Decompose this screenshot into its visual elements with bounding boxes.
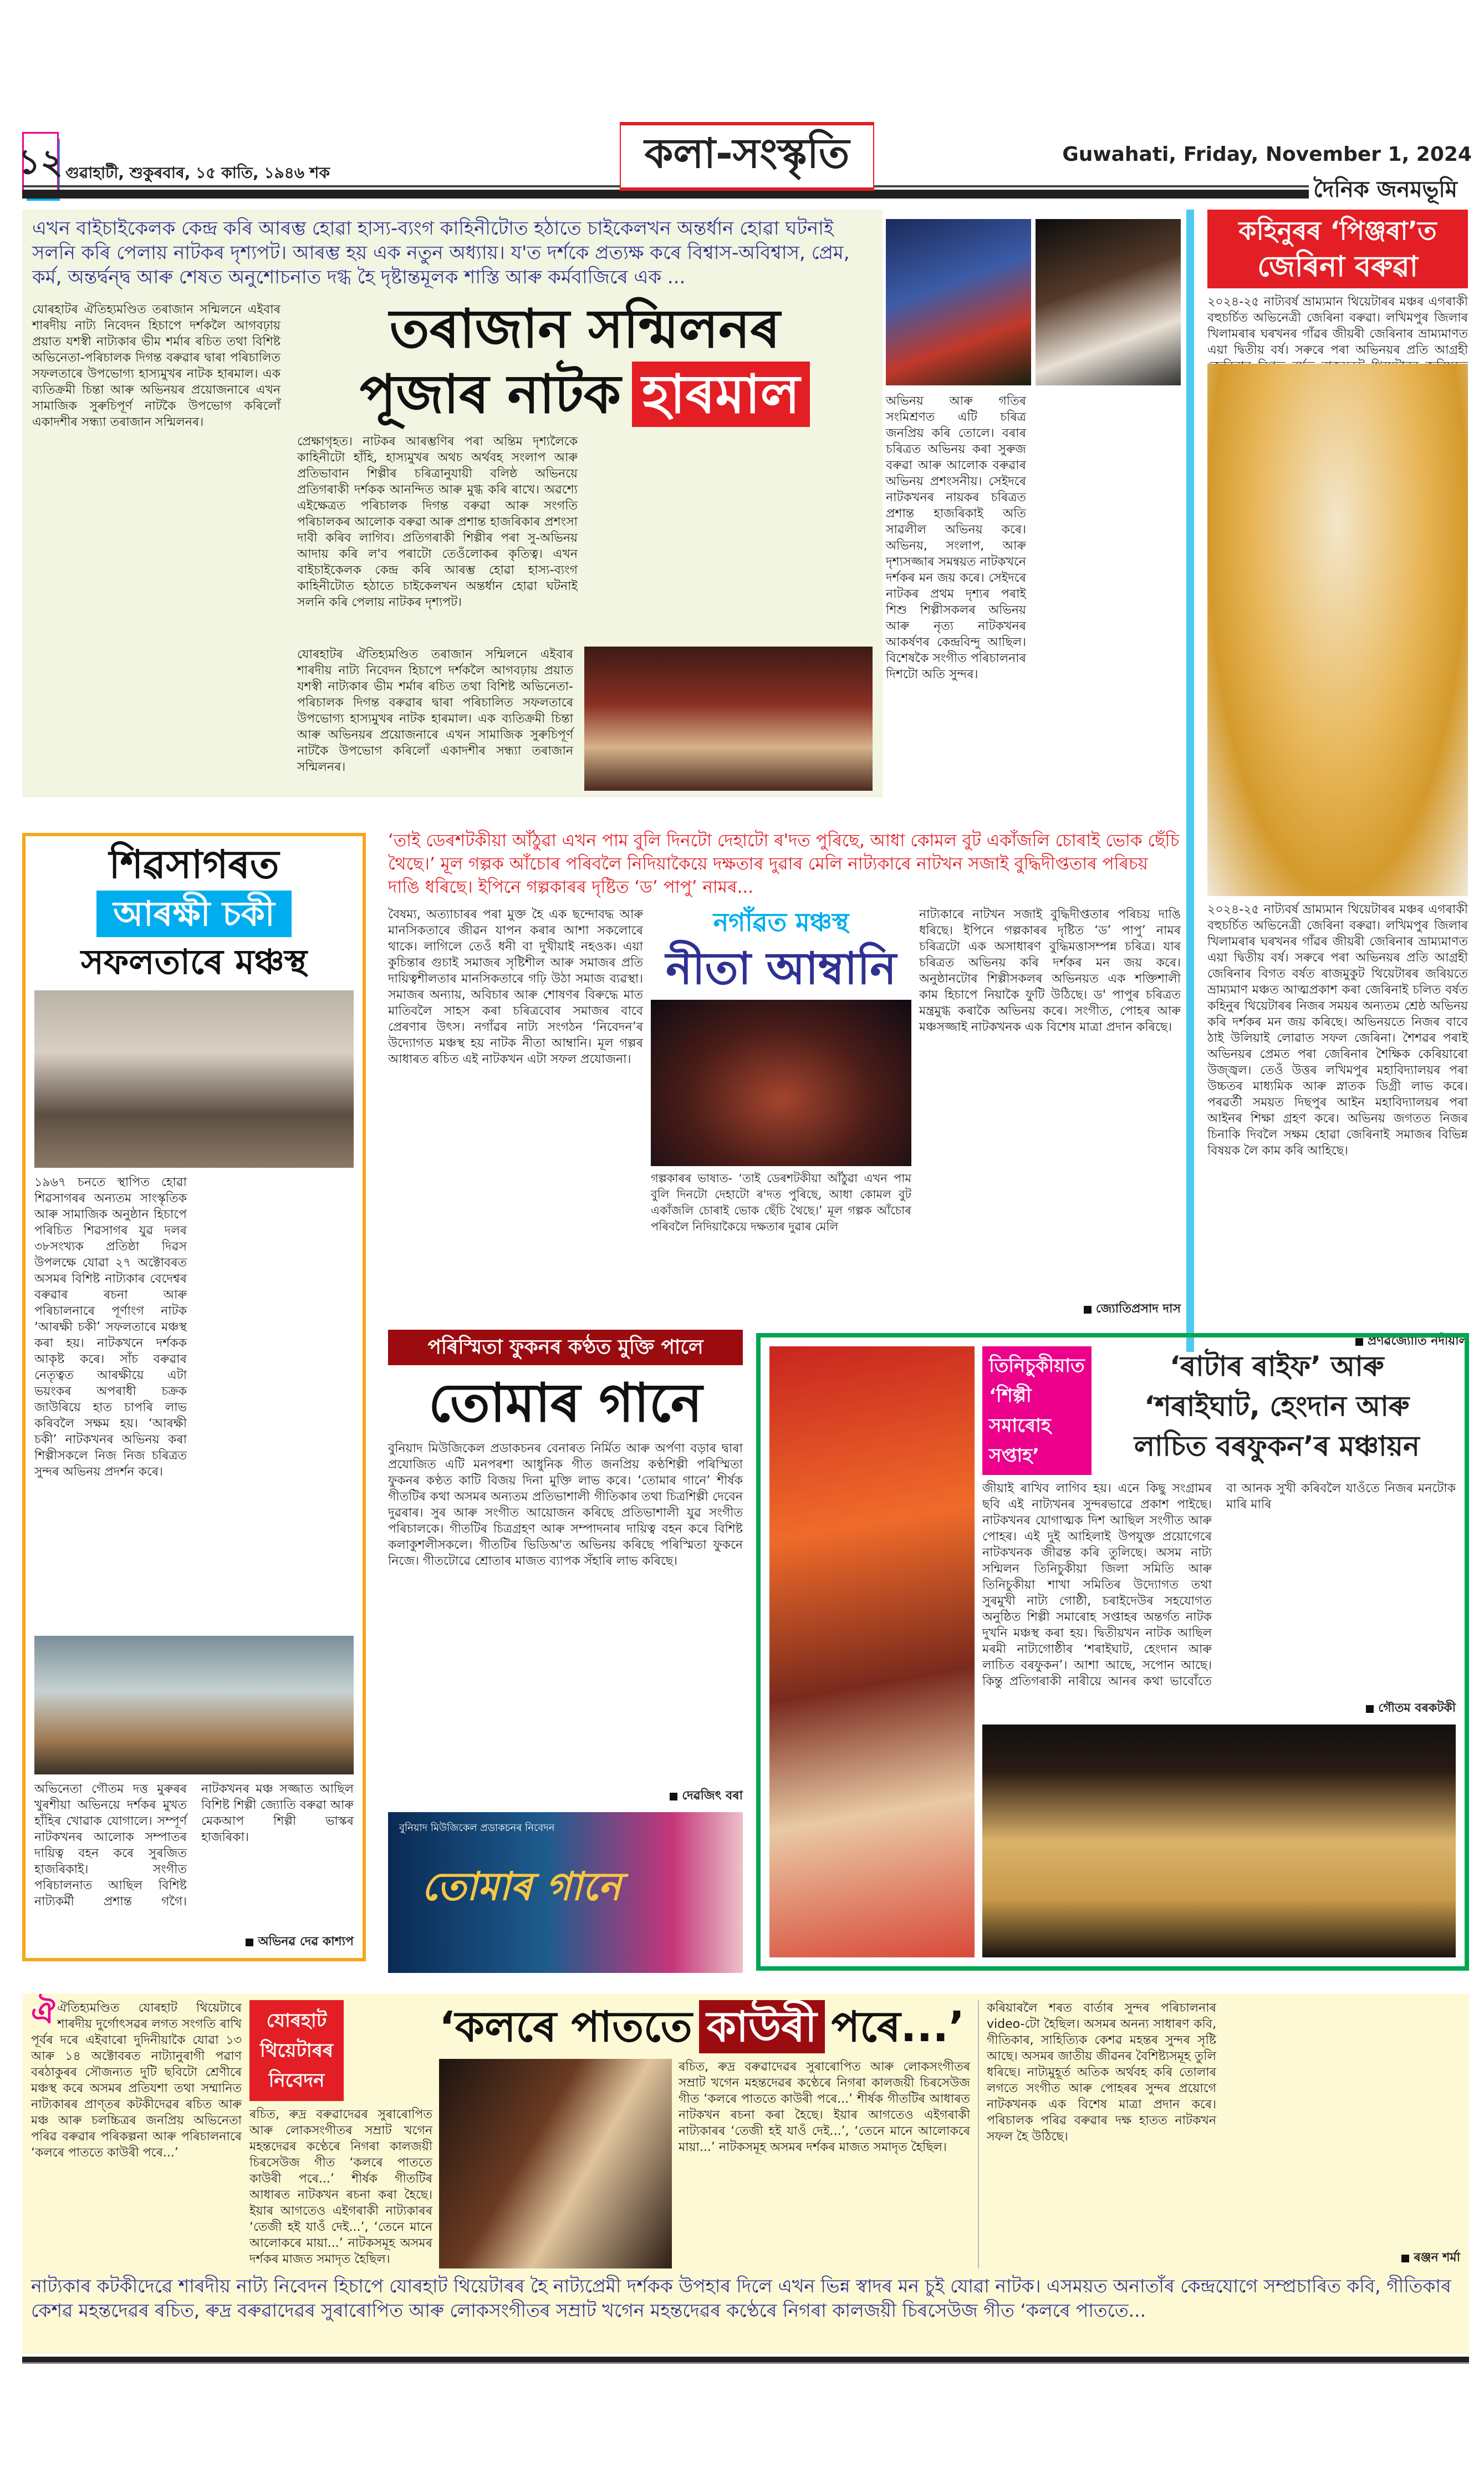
kolore-byline-text: ৰঞ্জন শৰ্মা bbox=[1414, 2251, 1460, 2265]
kolore-photo bbox=[439, 2059, 672, 2268]
sivasagar-byline-text: অভিনৱ দেৱ কাশ্যপ bbox=[258, 1935, 354, 1949]
sivasagar-byline bbox=[34, 1932, 354, 1952]
nita-byline-text: জ্যোতিপ্ৰসাদ দাস bbox=[1095, 1302, 1181, 1316]
sivasagar-photo-scene bbox=[34, 1636, 354, 1774]
kolore-column-divider bbox=[978, 2000, 979, 2268]
jerina-photo bbox=[1207, 364, 1468, 896]
harmal-body-mid: প্ৰেক্ষাগৃহত। নাটকৰ আৰম্ভণিৰ পৰা অন্তিম দৃশ্যলৈকে কাহিনীটো হাঁহি, হাস্যমুখৰ অথচ অৰ্থবহ সংলাপ আৰু প্ৰতিভাবান শিল্পীৰ চৰিত্ৰানুযায়ী বলিষ্ঠ অভিনয়ে প্ৰতিগৰাকী দৰ্শকক আনন্দিত আৰু মুগ্ধ কৰি ৰাখে। অৱশ্যে এইক্ষেত্ৰত পৰিচালক দিগন্ত বৰুৱা আৰু সংগতি পৰিচালকৰ আলোক বৰুৱা আৰু প্ৰশান্ত হাজৰিকাৰ প্ৰশংসা দাবী কৰিব লাগিব। প্ৰতিগৰাকী শিল্পীৰ পৰা সু-অভিনয় আদায় কৰি ল'ব পৰাটো তেওঁলোকৰ কৃতিত্ব। এখন বাইচাইকেলক কেন্দ্ৰ কৰি আৰম্ভ হোৱা হাস্য-ব্যংগ কাহিনীটোত হঠাতে চাইকেলখন অন্তৰ্ধান হোৱা ঘটনাই সলনি কৰি পেলায় নাটকৰ দৃশ্যপট। bbox=[297, 435, 578, 609]
tag-line-2: ‘শিল্পী bbox=[989, 1385, 1032, 1407]
tag-line-4: সপ্তাহ’ bbox=[989, 1444, 1040, 1467]
nita-body-right: নাট্যকাৰে নাটখন সজাই বুদ্ধিদীপ্ততাৰ পৰিচয় দাঙি ধৰিছে। ইপিনে গল্পকাৰৰ দৃষ্টিত ‘ড’ পাপু’ নামৰ চৰিত্ৰটো এক অসাধাৰণ বুদ্ধিমত্তাসম্পন্ন চৰিত্ৰ। যাৰ চৰিত্ৰত অভিনয় কৰি দৰ্শকৰ মন জয় কৰে। অনুষ্ঠানটোৰ শিল্পীসকলৰ অভিনয়ত এক শক্তিশালী কাম হিচাপে নিয়াকৈ ফুটি উঠিছে। ড' পাপুৰ চৰিত্ৰত মন্ত্ৰমুগ্ধ কৰাকৈ অভিনয় কৰে। সংগীত, পোহৰ আৰু মঞ্চসজ্জাই নাটকখনক এক বিশেষ মাত্ৰা প্ৰদান কৰিছে। bbox=[919, 908, 1181, 1034]
section-title-box bbox=[620, 122, 874, 191]
harmal-intro: এখন বাইচাইকেলক কেন্দ্ৰ কৰি আৰম্ভ হোৱা হাস্য-ব্যংগ কাহিনীটোত হঠাতে চাইকেলখন অন্তৰ্ধান হোৱা ঘটনাই সলনি কৰি পেলায় নাটকৰ দৃশ্যপট। আৰম্ভ হয় এক নতুন অধ্যায়। য'ত দৰ্শকে প্ৰত্যক্ষ কৰে বিশ্বাস-অবিশ্বাস, প্ৰেম, কৰ্ম, অন্তৰ্দ্বন্দ্ব আৰু শেষত অনুশোচনাত দগ্ধ হৈ দৃষ্টান্তমূলক শাস্তি আৰু কৰ্মবাজিৰে এক ... bbox=[32, 217, 850, 288]
rater-raif-byline-text: গৌতম বৰকটকী bbox=[1378, 1701, 1456, 1715]
kolore-tag: যোৰহাট থিয়েটাৰৰ নিবেদন bbox=[249, 2000, 344, 2101]
column-divider-cyan bbox=[1186, 210, 1194, 1352]
nita-quote: ‘তাই ডেৰশটকীয়া আঁঠুৱা এখন পাম বুলি দিনটো দেহাটো ৰ'দত পুৰিছে, আধা কোমল বুট একাঁজলি চোৰাই ভোক ছেঁচি থৈছে।’ মূল গল্পক আঁচোৰ পৰিবলৈ নিদিয়াকৈয়ে দক্ষতাৰ দুৱাৰ মেলি নাট্যকাৰে নাটখন সজাই বুদ্ধিদীপ্ততাৰ পৰিচয় দাঙি ধৰিছে। ইপিনে গল্পকাৰৰ দৃষ্টিত ‘ড’ পাপু’ নামৰ... bbox=[388, 831, 1180, 897]
kolore-headline bbox=[439, 2000, 970, 2053]
sivasagar-headline bbox=[34, 842, 354, 984]
tag-line-3: সমাৰোহ bbox=[989, 1415, 1051, 1437]
poster-label: বুনিয়াদ মিউজিকেল প্ৰডাকচনৰ নিবেদন bbox=[399, 1822, 555, 1834]
section-title: কলা-সংস্কৃতি bbox=[644, 129, 850, 177]
dropcap: ঐ bbox=[31, 1995, 55, 2030]
tomar-gane-byline-text: দেৱজিৎ বৰা bbox=[682, 1789, 743, 1803]
rater-raif-tag bbox=[982, 1346, 1092, 1475]
tomar-gane-body: বুনিয়াদ মিউজিকেল প্ৰডাকচনৰ বেনাৰত নিৰ্মিত আৰু অৰ্পণা বড়াৰ দ্বাৰা প্ৰযোজিত এটি মনপৰশা আধুনিক গীত জনপ্ৰিয় কণ্ঠশিল্পী পৰিস্মিতা ফুকনৰ কণ্ঠত কাটি বিজয় দিনা মুক্তি লাভ কৰে। ‘তোমাৰ গানে’ শীৰ্ষক গীতটিৰ কথা অসমৰ অন্যতম প্ৰতিভাশালী গীতিকাৰ তথা চিত্ৰশিল্পী দেবেন দুৱৰাৰ। সুৰ আৰু সংগীত আয়োজন কৰিছে প্ৰতিভাশালী যুৱ সংগীত পৰিচালকে। গীতটিৰ চিত্ৰগ্ৰহণ আৰু সম্পাদনাৰ দায়িত্ব বহন কৰে বিশিষ্ট কলাকুশলীসকলে। গীতটিৰ ভিডিঅ'ত অভিনয় কৰিছে পৰিস্মিতা ফুকনে নিজে। গীতটোৱে শ্ৰোতাৰ মাজত ব্যাপক সঁহাৰি লাভ কৰিছে। bbox=[388, 1442, 743, 1568]
nita-kicker: নগাঁৱত মঞ্চস্থ bbox=[713, 907, 849, 937]
kolore-footer-blurb: নাট্যকাৰ কটকীদেৱে শাৰদীয় নাট্য নিবেদন হিচাপে যোৰহাট থিয়েটাৰৰ হৈ নাট্যপ্ৰেমী দৰ্শকক উপহাৰ দিলে এখন ভিন্ন স্বাদৰ মন চুই যোৱা নাটক। এসময়ত অনাতাঁৰ কেন্দ্ৰযোগে সম্প্ৰচাৰিত কবি, গীতিকাৰ কেশৱ মহন্তদেৱৰ ৰচিত, ৰুদ্ৰ বৰুৱাদেৱৰ সুৰাৰোপিত আৰু লোকসংগীতৰ সম্ৰাট খগেন মহন্তদেৱৰ কণ্ঠেৰে নিগৰা কালজয়ী চিৰসেউজ গীত ‘কলৰে পাততে... bbox=[31, 2275, 1451, 2321]
jerina-headline-line1: কহিনুৰৰ ‘পিঞ্জৰা’ত bbox=[1238, 216, 1437, 246]
poster-title: তোমাৰ গানে bbox=[421, 1864, 621, 1909]
masthead bbox=[0, 0, 1484, 205]
harmal-article bbox=[22, 210, 883, 797]
tomar-gane-byline bbox=[388, 1786, 743, 1807]
tomar-gane-poster bbox=[388, 1812, 743, 1973]
rule-thick bbox=[22, 190, 1325, 199]
harmal-photo-top-left bbox=[886, 219, 1031, 385]
jerina-headline-box bbox=[1207, 210, 1468, 288]
harmal-right-column bbox=[886, 219, 1181, 796]
harmal-headline-line2: পূজাৰ নাটক bbox=[360, 363, 621, 425]
rater-raif-headline bbox=[1098, 1346, 1456, 1466]
byline-marker-icon bbox=[670, 1793, 677, 1800]
sivasagar-headline-line1: শিৱসাগৰত bbox=[109, 842, 279, 887]
footer-rule bbox=[22, 2357, 1469, 2364]
harmal-body-lower: যোৰহাটৰ ঐতিহ্যমণ্ডিত তৰাজান সন্মিলনে এইবাৰ শাৰদীয় নাট্য নিবেদন হিচাপে দৰ্শকলৈ আগবঢ়ায় প্ৰয়াত যশস্বী নাট্যকাৰ ভীম শৰ্মাৰ ৰচিত তথা বিশিষ্ট অভিনেতা-পৰিচালক দিগন্ত বৰুৱাৰ দ্বাৰা পৰিচালিত সফলতাৰে উপভোগ্য হাস্যমুখৰ নাটক হাৰমাল। এক ব্যতিক্ৰমী চিন্তা আৰু অভিনয়ৰ প্ৰয়োজনাৰে এখন সামাজিক সুৰুচিপূৰ্ণ নাটকৈ উপভোগ কৰিলোঁ একাদশীৰ সন্ধ্যা তৰাজান সন্মিলনৰ। bbox=[297, 648, 573, 774]
nita-stage-photo bbox=[651, 1000, 911, 1166]
harmal-photo-top-right bbox=[1036, 219, 1181, 385]
rater-raif-headline-line1: ‘ৰাটাৰ ৰাইফ’ আৰু bbox=[1170, 1350, 1384, 1382]
kolore-headline-highlight: কাউৰী bbox=[699, 2000, 825, 2053]
paper-name: দৈনিক জনমভূমি bbox=[1309, 172, 1462, 209]
jerina-article bbox=[1207, 210, 1468, 1352]
kolore-paatote-article bbox=[22, 1993, 1469, 2354]
harmal-headline bbox=[297, 296, 873, 427]
tomar-gane-headline: তোমাৰ গানে bbox=[428, 1372, 703, 1434]
tomar-gane-kicker: পৰিস্মিতা ফুকনৰ কণ্ঠত মুক্তি পালে bbox=[388, 1330, 743, 1365]
rater-raif-headline-line2: ‘শৰাইঘাট, হেংদান আৰু bbox=[1144, 1390, 1410, 1422]
kolore-body-mid: ৰচিত, ৰুদ্ৰ বৰুৱাদেৱৰ সুৰাৰোপিত আৰু লোকসংগীতৰ সম্ৰাট খগেন মহন্তদেৱৰ কণ্ঠেৰে নিগৰা কালজয়ী চিৰসেউজ গীত ‘কলৰে পাততে কাউৰী পৰে...’ শীৰ্ষক গীতটিৰ আধাৰত নাটকখন ৰচনা কৰা হৈছে। ইয়াৰ আগতেও এইগৰাকী নাট্যকাৰৰ ‘তেজী হই যাওঁ দেই...’, ‘তেনে মানে আলোকৰে মায়া...’ নাটকসমূহ অসমৰ দৰ্শকৰ মাজত সমাদৃত হৈছিল। bbox=[679, 2060, 970, 2154]
rater-raif-body: জীয়াই ৰাখিব লাগিব হয়। এনে কিছু সংগ্ৰামৰ ছবি এই নাট্যখনৰ সুন্দৰভাৱে প্ৰকাশ পাইছে। নাটকখনৰ যোগাত্মক দিশ আছিল সংগীত আৰু পোহৰ। এই দুই আহিলাই উপযুক্ত প্ৰয়োগেৰে নাটকখনক জীৱন্ত কৰি তুলিছে। অসম নাট্য সন্মিলন তিনিচুকীয়া জিলা সমিতি আৰু তিনিচুকীয়া শাখা সমিতিৰ উদ্যোগত তথা সুৰমুখী নাট্য গোষ্ঠী, চৰাইদেউৰ সহযোগত অনুষ্ঠিত শিল্পী সমাৰোহ সপ্তাহৰ অন্তৰ্গত নাটক দুখনি মঞ্চস্থ কৰা হয়। দ্বিতীয়খন নাটক আছিল মৰমী নাট্যগোষ্ঠীৰ ‘শৰাইঘাট, হেংদান আৰু লাচিত বৰফুকন’। আশা আছে, সপোন আছে। কিন্তু প্ৰতিগৰাকী নাৰীয়ে আনৰ কথা ভাবোঁতে বা আনক সুখী কৰিবলৈ যাওঁতে নিজৰ মনটোক মাৰি মাৰি bbox=[982, 1482, 1456, 1688]
sivasagar-body2: অভিনেতা গৌতম দত্ত মুৰুৰৰ খুৰশীয়া অভিনয়ে দৰ্শকৰ মুখত হাঁহিৰ খোৱাক যোগালে। সম্পূৰ্ণ নাটকখনৰ আলোক সম্পাতৰ দায়িত্ব বহন কৰে সুৰজিত হাজৰিকাই। সংগীত পৰিচালনাত আছিল বিশিষ্ট নাট্যকৰ্মী প্ৰশান্ত গগৈ। নাটকখনৰ মঞ্চ সজ্জাত আছিল বিশিষ্ট শিল্পী জ্যোতি বৰুৱা আৰু মেকআপ শিল্পী ভাস্কৰ হাজৰিকা। bbox=[34, 1782, 354, 1909]
harmal-headline-line1: তৰাজান সন্মিলনৰ bbox=[389, 298, 781, 360]
rater-raif-byline bbox=[982, 1698, 1456, 1719]
kolore-headline-pre: ‘কলৰে পাততে bbox=[439, 2002, 692, 2051]
harmal-body-left: যোৰহাটৰ ঐতিহ্যমণ্ডিত তৰাজান সন্মিলনে এইবাৰ শাৰদীয় নাট্য নিবেদন হিচাপে দৰ্শকলৈ আগবঢ়ায় প্ৰয়াত যশস্বী নাট্যকাৰ ভীম শৰ্মাৰ ৰচিত তথা বিশিষ্ট অভিনেতা-পৰিচালক দিগন্ত বৰুৱাৰ দ্বাৰা পৰিচালিত সফলতাৰে উপভোগ্য হাস্যমুখৰ নাটক হাৰমাল। এক ব্যতিক্ৰমী চিন্তা আৰু অভিনয়ৰ প্ৰয়োজনাৰে এখন সামাজিক সুৰুচিপূৰ্ণ নাটকৈ উপভোগ কৰিলোঁ একাদশীৰ সন্ধ্যা তৰাজান সন্মিলনৰ। bbox=[32, 303, 281, 429]
kolore-headline-post: পৰে...’ bbox=[831, 2002, 965, 2051]
kolore-byline bbox=[987, 2248, 1460, 2268]
page-number: ১২ bbox=[22, 132, 59, 196]
tag-line-1: তিনিচুকীয়াত bbox=[989, 1355, 1085, 1377]
date-assamese: গুৱাহাটী, শুকুৰবাৰ, ১৫ কাতি, ১৯৪৬ শক bbox=[65, 164, 330, 182]
sivasagar-headline-highlight: আৰক্ষী চকী bbox=[96, 891, 291, 937]
jerina-body: ২০২৪-২৫ নাট্যবৰ্ষ ভ্ৰাম্যমান থিয়েটাৰৰ মঞ্চৰ এগৰাকী বহুচৰ্চিত অভিনেত্ৰী জেৰিনা বৰুৱা। লখিমপুৰ জিলাৰ খিলামৰাৰ ঘৰখনৰ গাঁৱৰ জীয়ৰী জেৰিনাৰ ভ্ৰাম্যমাণত এয়া দ্বিতীয় বৰ্ষ। সৰুৰে পৰা অভিনয়ৰ প্ৰতি আগ্ৰহী জেৰিনাৰ বিগত বৰ্ষত ৰাজমুকুট থিয়েটাৰৰ জৰিয়তে ভ্ৰাম্যমাণ মঞ্চত আত্মপ্ৰকাশ কৰা জেৰিনাই চলিত বৰ্ষত কহিনুৰ থিয়েটাৰৰ নিজৰ সময়ৰ অন্যতম শ্ৰেষ্ঠ অভিনয় কৰি দৰ্শকৰ মন জয় কৰিছে। অভিনয়তে নিজৰ বাবে ঠাই উলিয়াই লোৱাত সফল জেৰিনা। শৈশৱৰ পৰাই অভিনয়ৰ প্ৰেমত পৰা জেৰিনাৰ শৈক্ষিক কেৰিয়াৰো উজ্জ্বল। তেওঁ উত্তৰ লখিমপুৰ মহাবিদ্যালয়ৰ পৰা উচ্চতৰ মাধ্যমিক আৰু স্নাতক ডিগ্ৰী লাভ কৰে। পৰৱৰ্তী সময়ত দিছপুৰ আইন মহাবিদ্যালয়ৰ পৰা আইনৰ শিক্ষা গ্ৰহণ কৰে। অভিনয় জগতত নিজৰ চিনাকি দিবলৈ সক্ষম হোৱা জেৰিনাই সমাজৰ বিভিন্ন বিষয়ক লৈ কাম কৰি আহিছে। bbox=[1207, 903, 1468, 1158]
sivasagar-headline-line3: সফলতাৰে মঞ্চস্থ bbox=[80, 942, 308, 982]
jerina-byline-text: প্ৰণৱজ্যোতি নদীয়াল bbox=[1367, 1334, 1468, 1348]
sivasagar-photo-stage bbox=[34, 990, 354, 1168]
byline-marker-icon bbox=[1084, 1306, 1092, 1314]
nita-article bbox=[388, 829, 1181, 1320]
rater-raif-article bbox=[756, 1333, 1469, 1971]
nita-byline bbox=[919, 1299, 1181, 1320]
byline-marker-icon bbox=[1401, 2255, 1409, 2262]
nita-headline: নীতা আম্বানি bbox=[666, 943, 896, 994]
sivasagar-body: ১৯৬৭ চনতে স্থাপিত হোৱা শিৱসাগৰৰ অন্যতম সাংস্কৃতিক আৰু সামাজিক অনুষ্ঠান হিচাপে পৰিচিত শিৱসাগৰ যুৱ দলৰ ৩৮সংখ্যক প্ৰতিষ্ঠা দিৱস উপলক্ষে যোৱা ২৭ অক্টোবৰত অসমৰ বিশিষ্ট নাট্যকাৰ বেদেশ্বৰ বৰুৱাৰ ৰচনা আৰু পৰিচালনাৰে পূৰ্ণাংগ নাটক ‘আৰক্ষী চকী’ সফলতাৰে মঞ্চস্থ কৰা হয়। নাটকখনে দৰ্শকক আকৃষ্ট কৰে। সাঁচ বৰুৱাৰ নেতৃত্বত আৰক্ষীয়ে এটা ভয়ংকৰ অপৰাধী চক্ৰক জাউৰিয়ে হাত চাপৰি লাভ কৰিবলৈ সক্ষম হয়। ‘আৰক্ষী চকী’ নাটকখনৰ অভিনয় কৰা শিল্পীসকলে নিজ নিজ চৰিত্ৰত সুন্দৰ অভিনয় প্ৰদৰ্শন কৰে। bbox=[34, 1176, 187, 1479]
harmal-headline-highlight: হাৰমাল bbox=[632, 362, 810, 427]
jerina-headline-line2: জেৰিনা বৰুৱা bbox=[1257, 250, 1418, 283]
harmal-stage-photo bbox=[584, 647, 873, 791]
kolore-body-left bbox=[31, 1995, 242, 2268]
kolore-body-left-text: ঐতিহ্যমণ্ডিত যোৰহাট থিয়েটাৰে শাৰদীয় দুৰ্গোৎসৱৰ লগত সংগতি ৰাখি পূৰ্বৰ দৰে এইবাৰো দুদিনীয়াকৈ যোৱা ১৩ আৰু ১৪ অক্টোবৰত নাট্যানুৰাগী পৱাণ বৰঠাকুৰৰ সৌজন্যত দুটি ছবিটো শ্ৰেণীৰে মঞ্চস্থ কৰে অসমৰ প্ৰতিযশা তথা সম্মানিত নাট্যকাৰৰ প্ৰাণ্তৰ কটকীদেৱৰ ৰচিত আৰু মঞ্চ আৰু চলচ্চিত্ৰৰ জনপ্ৰিয় অভিনেতা পৰিৱ বৰুৱাৰ পৰিকল্পনা আৰু পৰিচালনাৰে ‘কলৰে পাততে কাউৰী পৰে...’ bbox=[31, 2001, 242, 2160]
nita-body-left: বৈষম্য, অত্যাচাৰৰ পৰা মুক্ত হৈ এক ছন্দোবদ্ধ আৰু মানসিকতাৰে জীৱন যাপন কৰাৰ আশা সকলোৰে থাকে। লাগিলে তেওঁ ধনী বা দুখীয়াই নহওক। এয়া কুচিন্তাৰ গুচাই সমাজৰ সৃষ্টিশীল আৰু সমাজৰ প্ৰতি দায়িত্বশীলতাৰ মানসিকতাৰে গঢ়ি উঠা সমাজ ব্যৱস্থা। সমাজৰ অন্যায়, অবিচাৰ আৰু শোষণৰ বিৰুদ্ধে মাত মাতিবলৈ সাহস কৰা চৰিত্ৰবোৰ সমাজৰ বাবে প্ৰেৰণাৰ উৎস। নগাঁৱৰ নাট্য সংগঠন ‘নিবেদন’ৰ উদ্যোগত মঞ্চস্থ হয় নাটক নীতা আম্বানি। মূল গল্পৰ আধাৰত ৰচিত এই নাটকখন এটা সফল প্ৰযোজনা। bbox=[388, 908, 643, 1066]
harmal-body-right: অভিনয় আৰু গতিৰ সংমিশ্ৰণত এটি চৰিত্ৰ জনপ্ৰিয় কৰি তোলে। বৰাৰ চৰিত্ৰত অভিনয় কৰা সুৰুজ বৰুৱা আৰু আলোক বৰুৱাৰ অভিনয় প্ৰশংসনীয়। সেইদৰে নাটকখনৰ নায়কৰ চৰিত্ৰত প্ৰশান্ত হাজৰিকাই অতি সাৱলীল অভিনয় কৰে। অভিনয়, সংলাপ, আৰু দৃশ্যসজ্জাৰ সমন্বয়ত নাটকখনে দৰ্শকৰ মন জয় কৰে। সেইদৰে নাটকৰ প্ৰথম দৃশ্যৰ পৰাই শিশু শিল্পীসকলৰ অভিনয় আৰু নৃত্য নাটকখনৰ আকৰ্ষণৰ কেন্দ্ৰবিন্দু আছিল। বিশেষকৈ সংগীত পৰিচালনাৰ দিশটো অতি সুন্দৰ। bbox=[886, 394, 1026, 681]
tomar-gane-article bbox=[388, 1330, 743, 1973]
kolore-body-mid-left: ৰচিত, ৰুদ্ৰ বৰুৱাদেৱৰ সুৰাৰোপিত আৰু লোকসংগীতৰ সম্ৰাট খগেন মহন্তদেৱৰ কণ্ঠেৰে নিগৰা কালজয়ী চিৰসেউজ গীত ‘কলৰে পাততে কাউৰী পৰে...’ শীৰ্ষক গীতটিৰ আধাৰত নাটকখন ৰচনা কৰা হৈছে। ইয়াৰ আগতেও এইগৰাকী নাট্যকাৰৰ ‘তেজী হই যাওঁ দেই...’, ‘তেনে মানে আলোকৰে মায়া...’ নাটকসমূহ অসমৰ দৰ্শকৰ মাজত সমাদৃত হৈছিল। bbox=[249, 2108, 432, 2266]
date-english: Guwahati, Friday, November 1, 2024 bbox=[1062, 143, 1472, 166]
sivasagar-article bbox=[22, 833, 366, 1961]
byline-marker-icon bbox=[1366, 1705, 1374, 1713]
rater-raif-photo bbox=[769, 1346, 975, 1957]
jerina-body-top: ২০২৪-২৫ নাট্যবৰ্ষ ভ্ৰাম্যমান থিয়েটাৰৰ মঞ্চৰ এগৰাকী বহুচৰ্চিত অভিনেত্ৰী জেৰিনা বৰুৱা। লখিমপুৰ জিলাৰ খিলামৰাৰ ঘৰখনৰ গাঁৱৰ জীয়ৰী জেৰিনাৰ ভ্ৰাম্যমাণত এয়া দ্বিতীয় বৰ্ষ। সৰুৰে পৰা অভিনয়ৰ প্ৰতি আগ্ৰহী bbox=[1207, 295, 1468, 357]
rater-raif-headline-line3: লাচিত বৰফুকন’ৰ মঞ্চায়ন bbox=[1134, 1430, 1420, 1462]
nita-caption: গল্পকাৰৰ ভাষাত- ‘তাই ডেৰশটকীয়া আঁঠুৱা এখন পাম বুলি দিনটো দেহাটো ৰ'দত পুৰিছে, আধা কোমল বুট একাঁজলি চোৰাই ভোক ছেঁচি থৈছে।’ মূল গল্পক আঁচোৰ পৰিবলৈ নিদিয়াকৈয়ে দক্ষতাৰ দুৱাৰ মেলি bbox=[651, 1172, 911, 1233]
rater-raif-stage-photo bbox=[982, 1725, 1456, 1957]
byline-marker-icon bbox=[246, 1939, 253, 1946]
kolore-body-right: কৰিয়াৰলৈ শৰত বাৰ্তাৰ সুন্দৰ পৰিচালনাৰ video-টো হৈছিল। অসমৰ অনন্য সাধাৰণ কবি, গীতিকাৰ, সাহিত্যিক কেশৱ মহন্তৰ সুন্দৰ সৃষ্টি আছে। অসমৰ জাতীয় জীৱনৰ বৈশিষ্ট্যসমূহ তুলি ধৰিছে। নাট্যমুহূৰ্ত অতিক অৰ্থবহ কৰি তোলাৰ লগতে সংগীত আৰু পোহৰৰ সুন্দৰ প্ৰয়োগে নাটকখনক এক বিশেষ মাত্ৰা প্ৰদান কৰে। পৰিচালক পৰিৱ বৰুৱাৰ দক্ষ হাতত নাটকখন সফল হৈ উঠিছে। bbox=[987, 2001, 1216, 2144]
